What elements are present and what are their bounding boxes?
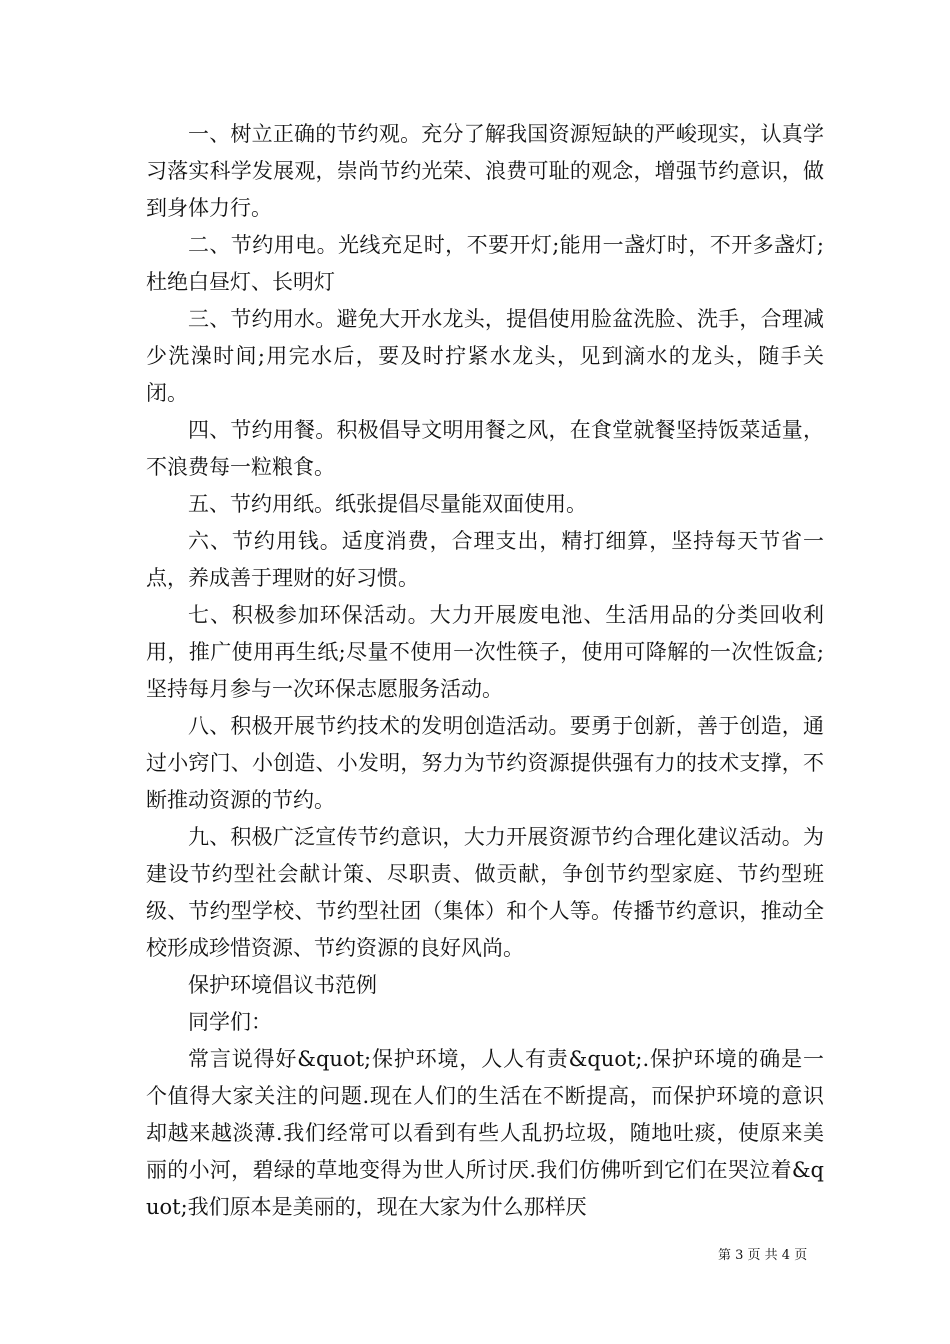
page-number: 第 3 页 共 4 页: [718, 1248, 808, 1263]
paragraph-8: 八、积极开展节约技术的发明创造活动。要勇于创新，善于创造，通过小窍门、小创造、小发明，努力为节约资源提供强有力的技术支撑，不断推动资源的节约。: [146, 714, 824, 812]
paragraph-9: 九、积极广泛宣传节约意识，大力开展资源节约合理化建议活动。为建设节约型社会献计策、尽职责、做贡献，争创节约型家庭、节约型班级、节约型学校、节约型社团（集体）和个人等。传播节约意识，推动全校形成珍惜资源、节约资源的良好风尚。: [146, 825, 824, 960]
paragraph-6: 六、节约用钱。适度消费，合理支出，精打细算，坚持每天节省一点，养成善于理财的好习惯。: [146, 529, 824, 590]
salutation: 同学们：: [188, 1010, 272, 1034]
paragraph-7: 七、积极参加环保活动。大力开展废电池、生活用品的分类回收利用，推广使用再生纸;尽量不使用一次性筷子，使用可降解的一次性饭盒;坚持每月参与一次环保志愿服务活动。: [146, 603, 824, 701]
section-heading: 保护环境倡议书范例: [188, 973, 377, 997]
paragraph-5: 五、节约用纸。纸张提倡尽量能双面使用。: [188, 492, 587, 516]
paragraph-3: 三、节约用水。避免大开水龙头，提倡使用脸盆洗脸、洗手，合理减少洗澡时间;用完水后，要及时拧紧水龙头，见到滴水的龙头，随手关闭。: [146, 307, 824, 405]
paragraph-1: 一、树立正确的节约观。充分了解我国资源短缺的严峻现实，认真学习落实科学发展观，崇尚节约光荣、浪费可耻的观念，增强节约意识，做到身体力行。: [146, 122, 824, 220]
paragraph-4: 四、节约用餐。积极倡导文明用餐之风，在食堂就餐坚持饭菜适量，不浪费每一粒粮食。: [146, 418, 824, 479]
paragraph-2: 二、节约用电。光线充足时，不要开灯;能用一盏灯时，不开多盏灯;杜绝白昼灯、长明灯: [146, 233, 824, 294]
paragraph-body: 常言说得好&quot;保护环境，人人有责&quot;.保护环境的确是一个值得大家关注的问题.现在人们的生活在不断提高，而保护环境的意识却越来越淡薄.我们经常可以看到有些人乱扔垃圾，随地吐痰，使原来美丽的小河，碧绿的草地变得为世人所讨厌.我们仿佛听到它们在哭泣着&quot;我们原本是美丽的，现在大家为什么那样厌: [146, 1047, 824, 1219]
document-body: [146, 116, 824, 1226]
